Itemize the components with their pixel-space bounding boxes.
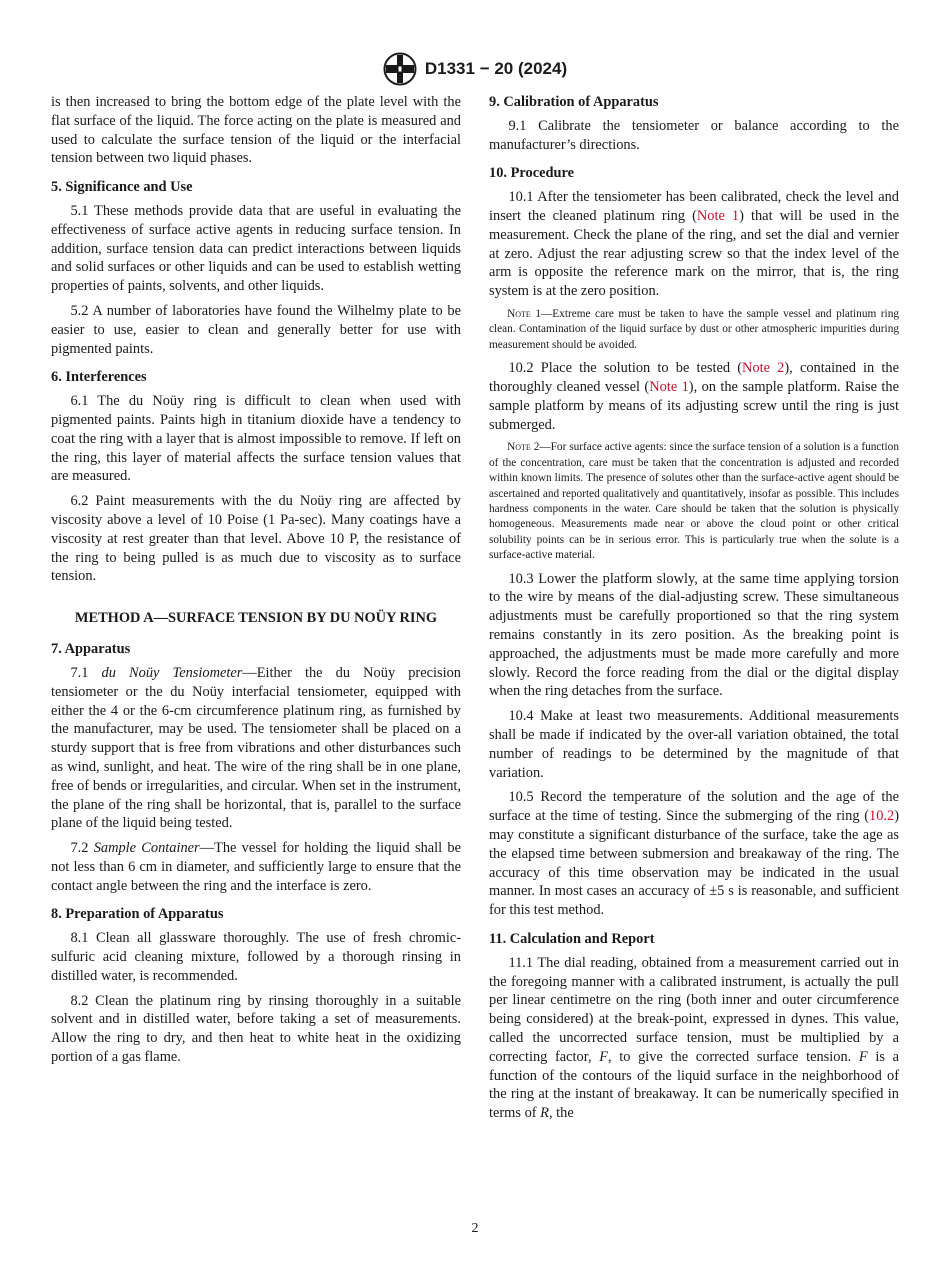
paragraph-10-4: 10.4 Make at least two measurements. Additional measurements shall be made if indicated by the over-all variation obtained, the total number of readings to be determined by the magnitude of that variation. <box>489 708 899 781</box>
document-id: D1331 − 20 (2024) <box>424 59 568 78</box>
method-a-heading: METHOD A—SURFACE TENSION BY DU NOÜY RING <box>74 610 438 627</box>
intro-paragraph: is then increased to bring the bottom edge of the plate level with the flat surface of the liquid. The force acting on the plate is measured and used to calculate the surface tension of the liquid or the interfacial tension between two liquid phases. <box>51 94 461 167</box>
paragraph-6-1: 6.1 The du Noüy ring is difficult to clean when used with pigmented paints. Paints high in titanium dioxide have a tendency to coat the ring with a layer that is almost impossible to remove. If left on the ring, this layer of material affects the surface tension values that are measured. <box>51 393 461 485</box>
paragraph-10-2: 10.2 Place the solution to be tested (Note 2), contained in the thoroughly cleaned vessel (Note 1), on the sample platform. Raise the sample platform by means of its adjusting screw until the ring is just submerged. <box>489 360 899 433</box>
section-7-title: 7. Apparatus <box>51 641 131 658</box>
note-2: Note 2—For surface active agents: since the surface tension of a solution is a function of the concentration, care must be taken that the concentration is adjusted and recorded within known limits. The presence of solutes other than the surface-active agent should be ascertained and reported qualitatively and quantitatively, insofar as possible. This includes hardness components in the water. Care should be taken that the solution is physically homogeneous. Measurements made near or above the cloud point or other critical solubility points can be in serious error. This is particularly true when the solute is a surface-active material. <box>489 441 899 562</box>
section-6-title: 6. Interferences <box>51 369 147 386</box>
paragraph-5-2: 5.2 A number of laboratories have found the Wilhelmy plate to be easier to use, easier to clean and generally better for use with pigmented paints. <box>51 302 461 357</box>
note-1-link[interactable]: Note 1 <box>696 207 740 224</box>
page-number: 2 <box>471 1221 479 1236</box>
paragraph-8-1: 8.1 Clean all glassware thoroughly. The use of fresh chromic-sulfuric acid cleaning mixture, followed by a thorough rinsing in distilled water, is recommended. <box>51 930 461 984</box>
section-10-title: 10. Procedure <box>489 165 574 182</box>
section-5-title: 5. Significance and Use <box>51 179 193 196</box>
paragraph-10-1: 10.1 After the tensiometer has been calibrated, check the level and insert the cleaned platinum ring (Note 1) that will be used in the measurement. Check the plane of the ring, and set the dial and vernier at zero. Adjust the rear adjusting screw so that the index level of the arm is opposite the reference mark on the mirror, that is, the ring system is at the zero position. <box>489 189 899 300</box>
paragraph-11-1: 11.1 The dial reading, obtained from a measurement carried out in the foregoing manner with a calibrated instrument, is actually the pull per linear centimetre on the ring (both inner and outer circumference being considered) at the break-point, expressed in dynes. This value, called the uncorrected surface tension, must be multiplied by a correcting factor, F, to give the corrected surface tension. F is a function of the contours of the liquid surface in the neighborhood of the ring at the instant of breakaway. It can be numerically specified in terms of R, the <box>489 954 899 1122</box>
paragraph-10-5: 10.5 Record the temperature of the solution and the age of the surface at the time of testing. Since the submerging of the ring (10.2) may constitute a significant disturbance of the surface, take the age as the elapsed time between submersion and breakaway of the ring. The accuracy of this time observation may be indicated in the usual manner. In most cases an accuracy of ±5 s is reasonable, and sufficient for this test method. <box>489 789 899 919</box>
paragraph-5-1: 5.1 These methods provide data that are useful in evaluating the effectiveness of surface active agents in reducing surface tension. In addition, surface tension data can predict interactions between liquids and solid surfaces or other liquids and can be used to establish wetting properties of paints, solvents, and other liquids. <box>51 202 461 295</box>
paragraph-6-2: 6.2 Paint measurements with the du Noüy ring are affected by viscosity above a level of 10 Poise (1 Pa-sec). Many coatings have a viscosity at rest greater than that level. Above 10 P, the resistance of the ring to being pulled is as much due to viscosity as to surface tension. <box>51 493 461 585</box>
paragraph-9-1: 9.1 Calibrate the tensiometer or balance according to the manufacturer’s directions. <box>489 117 899 153</box>
note-1-link[interactable]: Note 1 <box>649 378 689 395</box>
paragraph-8-2: 8.2 Clean the platinum ring by rinsing thoroughly in a suitable solvent and in distilled water, before taking a set of measurements. Allow the ring to dry, and then heat to white heat in the oxidizing portion of a gas flame. <box>51 992 461 1066</box>
right-column <box>489 93 899 1129</box>
paragraph-7-2: 7.2 Sample Container—The vessel for holding the liquid shall be not less than 6 cm in diameter, and sufficiently large to ensure that the contact angle between the ring and the interface is zero. <box>51 840 461 894</box>
paragraph-10-3: 10.3 Lower the platform slowly, at the same time applying torsion to the wire by means of the dial-adjusting screw. These simultaneous adjustments must be carefully proportioned so that the ring system remains constantly in its zero position. As the breaking point is approached, the adjustments must be made more carefully and more slowly. Record the force reading from the dial or the digital display when the ring detaches from the surface. <box>489 570 899 700</box>
section-8-title: 8. Preparation of Apparatus <box>51 906 224 923</box>
paragraph-7-1: 7.1 du Noüy Tensiometer—Either the du Noüy precision tensiometer or the du Noüy interfacial tensiometer, equipped with either the 4 or the 6-cm circumference platinum ring, as furnished by the manufacturer, may be used. The tensiometer shall be placed on a sturdy support that is free from vibrations and other disturbances such as wind, sunlight, and heat. The wire of the ring shall be in one plane, free of bends or irregularities, and circular. When set in the instrument, the plane of the ring shall be horizontal, that is, parallel to the surface plane of the liquid being tested. <box>51 664 461 832</box>
term-du-nouy-tensiometer: du Noüy Tensiometer <box>101 664 243 681</box>
section-9-title: 9. Calibration of Apparatus <box>489 94 659 110</box>
page-header <box>0 52 950 86</box>
note-1: Note 1—Extreme care must be taken to have the sample vessel and platinum ring clean. Contamination of the liquid surface by dust or other atmospheric impurities during measurement should be avoided. <box>489 307 899 351</box>
section-11-title: 11. Calculation and Report <box>489 930 655 947</box>
left-column <box>51 93 461 1073</box>
term-sample-container: Sample Container <box>93 840 200 857</box>
astm-logo-icon <box>383 52 417 86</box>
note-2-link[interactable]: Note 2 <box>742 360 785 377</box>
section-10-2-link[interactable]: 10.2 <box>869 808 895 825</box>
